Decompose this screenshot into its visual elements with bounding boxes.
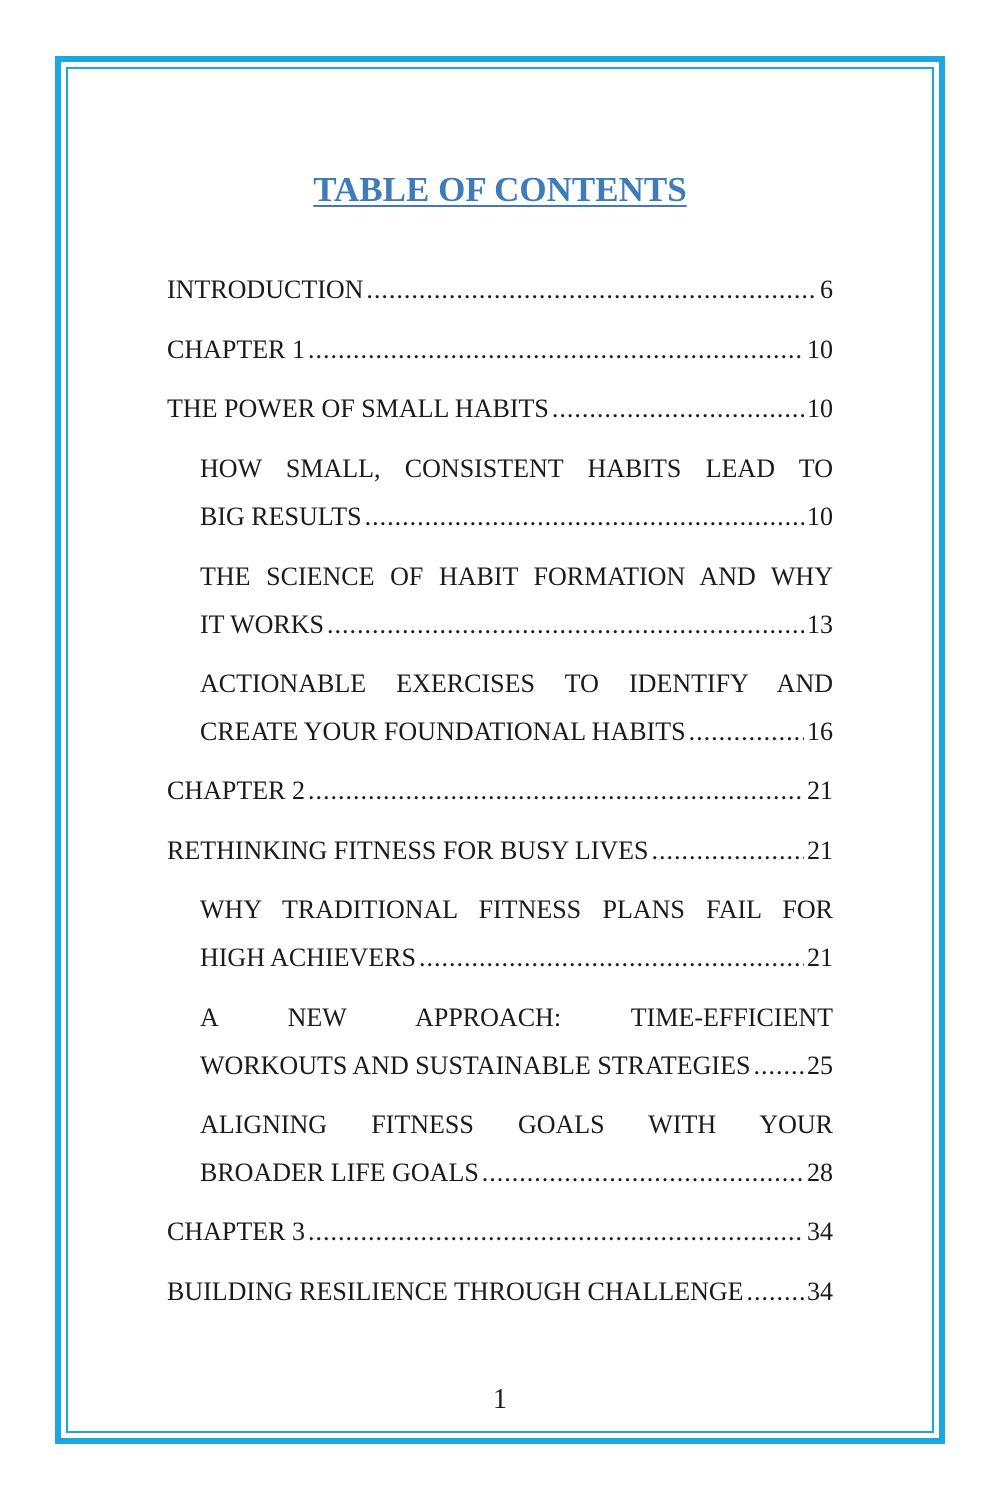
toc-entry-page: 10 <box>807 394 833 423</box>
toc-entry-chapter-1[interactable] <box>167 335 833 365</box>
dot-leader <box>366 275 817 305</box>
toc-entry-label: INTRODUCTION <box>167 275 364 304</box>
dot-leader <box>747 1277 804 1307</box>
toc-title: TABLE OF CONTENTS <box>313 170 687 209</box>
toc-entry-label-line1: THE SCIENCE OF HABIT FORMATION AND WHY <box>200 562 833 591</box>
toc-entry-label: CHAPTER 2 <box>167 776 305 805</box>
dot-leader <box>308 335 804 365</box>
toc-entry-chapter-3[interactable] <box>167 1217 833 1247</box>
toc-entry-page: 21 <box>807 943 833 972</box>
dot-leader <box>308 1217 804 1247</box>
toc-entry-page: 21 <box>807 776 833 805</box>
toc-entry-new-approach[interactable] <box>200 1003 833 1081</box>
toc-entry-label: CHAPTER 3 <box>167 1217 305 1246</box>
dot-leader <box>365 502 804 532</box>
toc-entry-label: BUILDING RESILIENCE THROUGH CHALLENGE <box>167 1277 744 1306</box>
toc-entry-introduction[interactable] <box>167 275 833 305</box>
dot-leader <box>652 836 804 866</box>
toc-entry-label: BIG RESULTS <box>200 502 362 531</box>
toc-entry-aligning-fitness-goals[interactable] <box>200 1110 833 1188</box>
page-number: 1 <box>493 1384 507 1415</box>
toc-entry-label-line1: WHY TRADITIONAL FITNESS PLANS FAIL FOR <box>200 895 833 924</box>
toc-entry-page: 21 <box>807 836 833 865</box>
toc-entry-actionable-exercises[interactable] <box>200 669 833 747</box>
toc-entry-label-line1: ALIGNING FITNESS GOALS WITH YOUR <box>200 1110 833 1139</box>
toc-entry-page: 16 <box>807 717 833 746</box>
toc-entry-page: 25 <box>807 1051 833 1080</box>
toc-entry-label-line1: A NEW APPROACH: TIME-EFFICIENT <box>200 1003 833 1032</box>
dot-leader <box>689 717 804 747</box>
dot-leader <box>419 943 804 973</box>
dot-leader <box>753 1051 804 1081</box>
toc-entry-page: 10 <box>807 335 833 364</box>
toc-entry-power-of-small-habits[interactable] <box>167 394 833 424</box>
dot-leader <box>327 610 804 640</box>
toc-entry-label: BROADER LIFE GOALS <box>200 1158 479 1187</box>
dot-leader <box>552 394 804 424</box>
toc-entry-label: HIGH ACHIEVERS <box>200 943 416 972</box>
toc-entry-page: 34 <box>807 1277 833 1306</box>
toc-entry-page: 6 <box>820 275 833 304</box>
toc-entry-page: 13 <box>807 610 833 639</box>
toc-entry-rethinking-fitness[interactable] <box>167 836 833 866</box>
toc-entry-page: 10 <box>807 502 833 531</box>
toc-entry-chapter-2[interactable] <box>167 776 833 806</box>
toc-entry-label: IT WORKS <box>200 610 324 639</box>
toc-entry-label: RETHINKING FITNESS FOR BUSY LIVES <box>167 836 649 865</box>
toc-entry-label: WORKOUTS AND SUSTAINABLE STRATEGIES <box>200 1051 751 1080</box>
toc-entry-page: 34 <box>807 1217 833 1246</box>
toc-entry-small-consistent-habits[interactable] <box>200 454 833 532</box>
dot-leader <box>482 1158 804 1188</box>
toc-entry-label-line1: HOW SMALL, CONSISTENT HABITS LEAD TO <box>200 454 833 483</box>
toc-entry-traditional-fitness-plans-fail[interactable] <box>200 895 833 973</box>
toc-entry-building-resilience[interactable] <box>167 1277 833 1307</box>
toc-entry-label-line1: ACTIONABLE EXERCISES TO IDENTIFY AND <box>200 669 833 698</box>
toc-entry-page: 28 <box>807 1158 833 1187</box>
toc-entry-label: THE POWER OF SMALL HABITS <box>167 394 549 423</box>
toc-entry-science-of-habit-formation[interactable] <box>200 562 833 640</box>
dot-leader <box>308 776 804 806</box>
toc-entry-label: CHAPTER 1 <box>167 335 305 364</box>
toc-entry-label: CREATE YOUR FOUNDATIONAL HABITS <box>200 717 686 746</box>
